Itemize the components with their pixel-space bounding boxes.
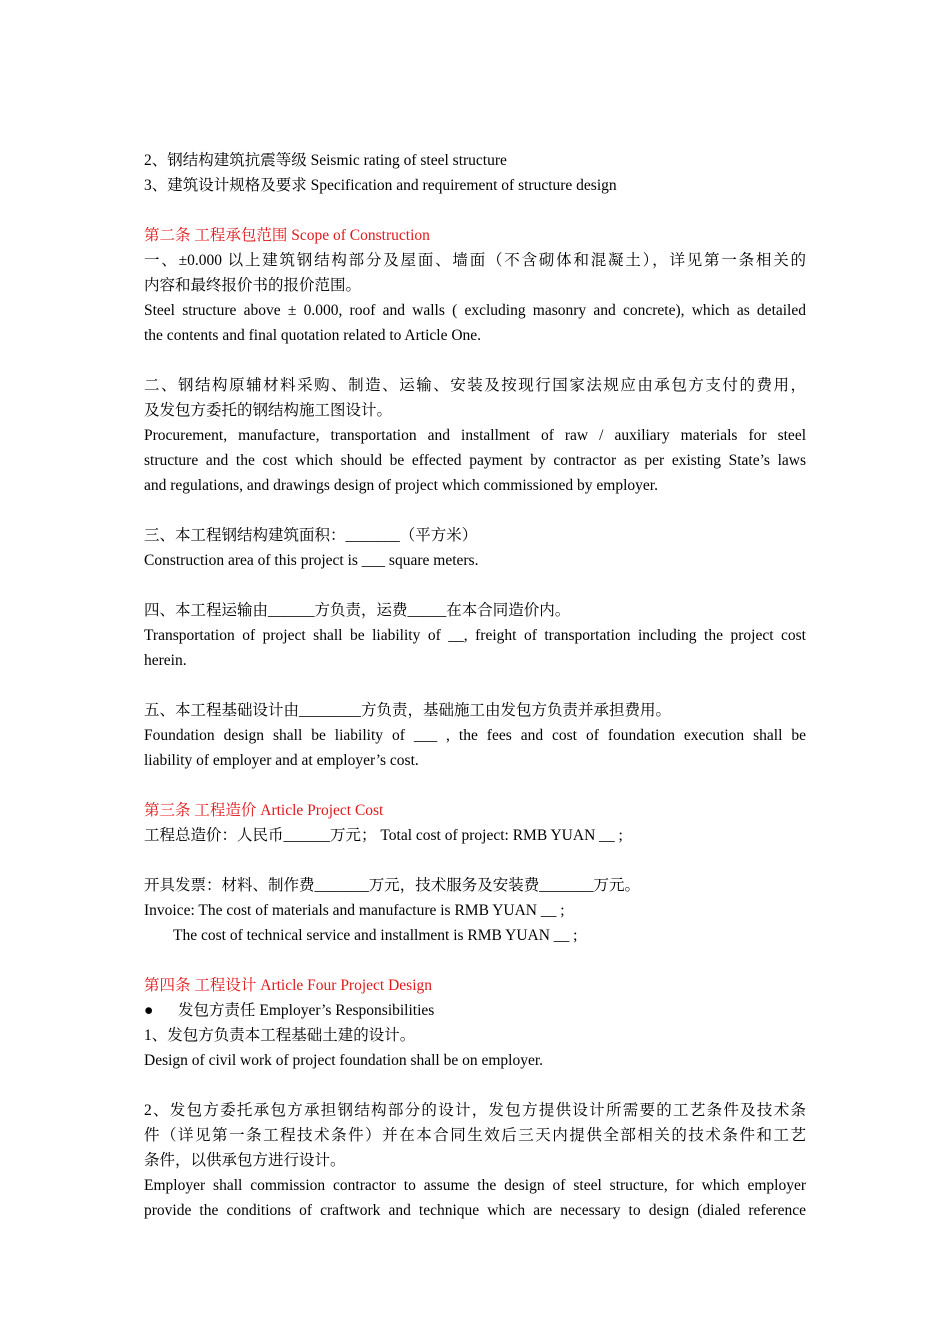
design-2-en-line1: Employer shall commission contractor to assume the design of steel structure, for which employer bbox=[144, 1177, 806, 1194]
employer-responsibilities-bullet bbox=[144, 998, 806, 1023]
item-design-spec: 3、建筑设计规格及要求 Specification and requirement of structure design bbox=[144, 177, 617, 194]
bullet-label: 发包方责任 Employer’s Responsibilities bbox=[178, 1002, 435, 1019]
scope-3-en: Construction area of this project is ___ square meters. bbox=[144, 552, 479, 569]
total-cost: 工程总造价：人民币______万元； Total cost of project: RMB YUAN __ ; bbox=[144, 827, 623, 844]
scope-5-en-line2: liability of employer and at employer’s cost. bbox=[144, 752, 419, 769]
scope-5-cn: 五、本工程基础设计由________方负责，基础施工由发包方负责并承担费用。 bbox=[144, 702, 672, 719]
scope-3-cn: 三、本工程钢结构建筑面积：_______（平方米） bbox=[144, 527, 478, 544]
bullet-icon: ● bbox=[144, 1002, 154, 1019]
article-two-heading: 第二条 工程承包范围 Scope of Construction bbox=[144, 227, 430, 244]
scope-2-cn-line1: 二、钢结构原辅材料采购、制造、运输、安装及按现行国家法规应由承包方支付的费用， bbox=[144, 377, 806, 394]
article-three-heading: 第三条 工程造价 Article Project Cost bbox=[144, 802, 384, 819]
design-2-cn-line1: 2、发包方委托承包方承担钢结构部分的设计，发包方提供设计所需要的工艺条件及技术条 bbox=[144, 1102, 806, 1119]
design-2-cn-line3: 条件，以供承包方进行设计。 bbox=[144, 1152, 346, 1169]
scope-2-en-line3: and regulations, and drawings design of project which commissioned by employer. bbox=[144, 477, 658, 494]
article-four-heading: 第四条 工程设计 Article Four Project Design bbox=[144, 977, 433, 994]
scope-1-en-line1: Steel structure above ± 0.000, roof and walls ( excluding masonry and concrete), which as detailed bbox=[144, 302, 806, 319]
design-2-cn-line2: 件（详见第一条工程技术条件）并在本合同生效后三天内提供全部相关的技术条件和工艺 bbox=[144, 1127, 806, 1144]
scope-1-cn-line1: 一、±0.000 以上建筑钢结构部分及屋面、墙面（不含砌体和混凝土），详见第一条相关的 bbox=[144, 252, 806, 269]
design-1-en: Design of civil work of project foundation shall be on employer. bbox=[144, 1052, 544, 1069]
scope-2-en-line2: structure and the cost which should be effected payment by contractor as per existing State’s laws bbox=[144, 452, 806, 469]
invoice-en-materials: Invoice: The cost of materials and manufacture is RMB YUAN __ ; bbox=[144, 902, 565, 919]
scope-4-en-line2: herein. bbox=[144, 652, 187, 669]
scope-2-en-line1: Procurement, manufacture, transportation and installment of raw / auxiliary materials for steel bbox=[144, 427, 806, 444]
scope-4-en-line1: Transportation of project shall be liability of __, freight of transportation including the project cost bbox=[144, 627, 806, 644]
scope-4-cn: 四、本工程运输由______方负责，运费_____在本合同造价内。 bbox=[144, 602, 571, 619]
scope-1-en-line2: the contents and final quotation related to Article One. bbox=[144, 327, 482, 344]
invoice-cn: 开具发票：材料、制作费_______万元，技术服务及安装费_______万元。 bbox=[144, 877, 641, 894]
document-page bbox=[144, 148, 806, 1223]
design-1-cn: 1、发包方负责本工程基础土建的设计。 bbox=[144, 1027, 416, 1044]
scope-5-en-line1: Foundation design shall be liability of ___ , the fees and cost of foundation execution shall be bbox=[144, 727, 806, 744]
scope-2-cn-line2: 及发包方委托的钢结构施工图设计。 bbox=[144, 402, 393, 419]
item-seismic-rating: 2、钢结构建筑抗震等级 Seismic rating of steel structure bbox=[144, 152, 507, 169]
scope-1-cn-line2: 内容和最终报价书的报价范围。 bbox=[144, 277, 362, 294]
invoice-en-service: The cost of technical service and installment is RMB YUAN __ ; bbox=[173, 927, 578, 944]
design-2-en-line2: provide the conditions of craftwork and technique which are necessary to design (dialed reference bbox=[144, 1202, 806, 1219]
